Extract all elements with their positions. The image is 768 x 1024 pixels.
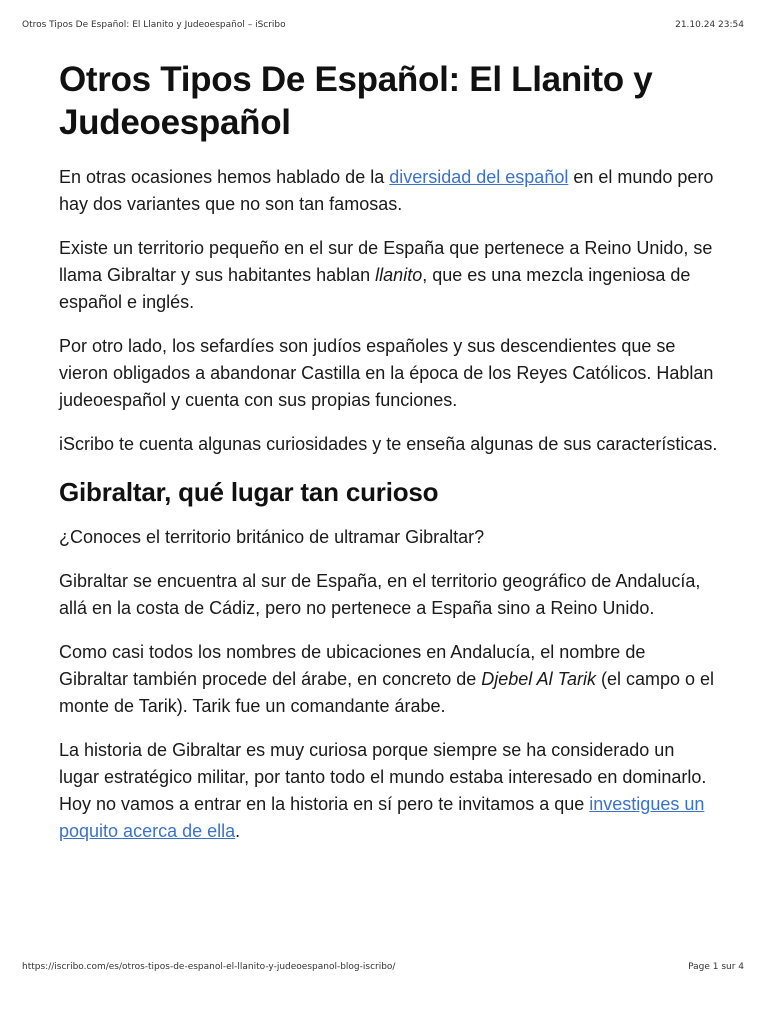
print-footer-url: https://iscribo.com/es/otros-tipos-de-espanol-el-llanito-y-judeoespanol-blog-iscribo/	[22, 962, 396, 972]
paragraph-sefardies: Por otro lado, los sefardíes son judíos españoles y sus descendientes que se vieron obligados a abandonar Castilla en la época de los Reyes Católicos. Hablan judeoespañol y cuenta con sus propias funciones.	[59, 336, 714, 410]
paragraph-text: Existe un territorio pequeño en el sur de España que pertenece a Reino Unido, se llama Gibraltar y sus habitantes hablan	[59, 238, 713, 285]
section-heading-gibraltar: Gibraltar, qué lugar tan curioso	[59, 477, 439, 507]
print-header	[22, 20, 744, 30]
paragraph-text: , que es una mezcla ingeniosa de español e inglés.	[59, 265, 691, 312]
print-header-datetime: 21.10.24 23:54	[675, 20, 744, 30]
paragraph-history	[59, 737, 719, 845]
paragraph-iscribo: iScribo te cuenta algunas curiosidades y te enseña algunas de sus características.	[59, 434, 718, 454]
article	[59, 58, 719, 862]
print-header-title: Otros Tipos De Español: El Llanito y Judeoespañol – iScribo	[22, 20, 286, 30]
paragraph-intro	[59, 164, 719, 218]
paragraph-gibraltar-intro	[59, 235, 719, 316]
paragraph-text: (el campo o el monte de Tarik). Tarik fue un comandante árabe.	[59, 669, 715, 716]
paragraph-text: La historia de Gibraltar es muy curiosa porque siempre se ha considerado un lugar estratégico militar, por tanto todo el mundo estaba interesado en dominarlo. Hoy no vamos a entrar en la historia en sí pero te invitamos a que	[59, 740, 707, 814]
article-title: Otros Tipos De Español: El Llanito y Judeoespañol	[59, 60, 653, 142]
paragraph-text: .	[235, 821, 241, 841]
print-footer	[22, 962, 744, 972]
diversidad-link[interactable]: diversidad del español	[389, 167, 569, 187]
paragraph-text: en el mundo pero hay dos variantes que no son tan famosas.	[59, 167, 714, 214]
djebel-emphasis: Djebel Al Tarik	[481, 669, 596, 689]
paragraph-text: En otras ocasiones hemos hablado de la	[59, 167, 390, 187]
paragraph-question: ¿Conoces el territorio británico de ultramar Gibraltar?	[59, 527, 485, 547]
paragraph-location: Gibraltar se encuentra al sur de España, en el territorio geográfico de Andalucía, allá en la costa de Cádiz, pero no pertenece a España sino a Reino Unido.	[59, 571, 701, 618]
paragraph-text: Como casi todos los nombres de ubicaciones en Andalucía, el nombre de Gibraltar también procede del árabe, en concreto de	[59, 642, 646, 689]
print-footer-page: Page 1 sur 4	[688, 962, 744, 972]
paragraph-name-origin	[59, 639, 719, 720]
llanito-emphasis: llanito	[375, 265, 423, 285]
investigues-link[interactable]: investigues un poquito acerca de ella	[59, 794, 705, 841]
